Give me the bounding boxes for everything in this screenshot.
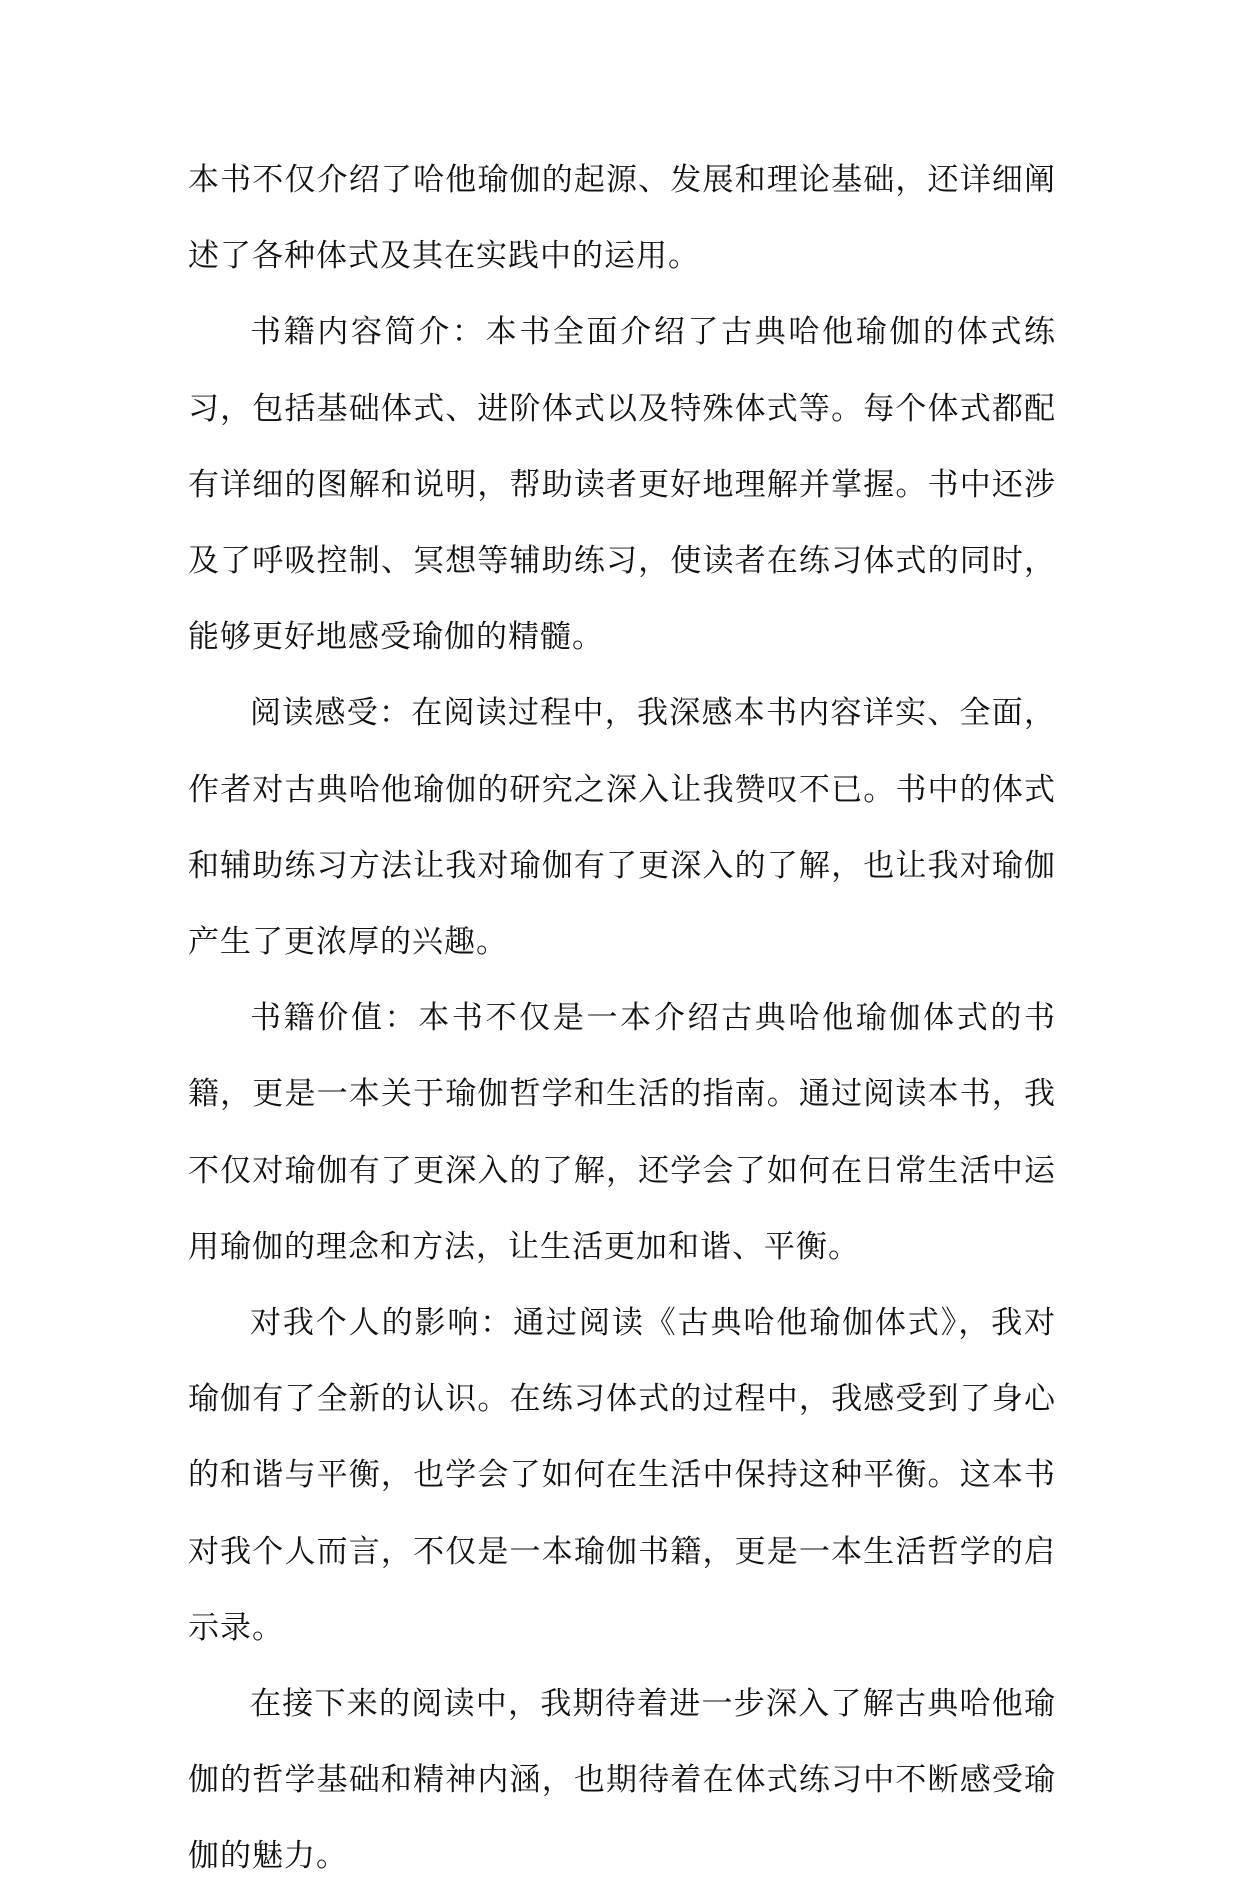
paragraph-continuation: 本书不仅介绍了哈他瑜伽的起源、发展和理论基础，还详细阐述了各种体式及其在实践中的运用。 [188, 162, 1056, 275]
paragraph-book-summary: 书籍内容简介：本书全面介绍了古典哈他瑜伽的体式练习，包括基础体式、进阶体式以及特殊体式等。每个体式都配有详细的图解和说明，帮助读者更好地理解并掌握。书中还涉及了呼吸控制、冥想等辅助练习，使读者在练习体式的同时，能够更好地感受瑜伽的精髓。 [188, 314, 1056, 656]
paragraph-reading-impression: 阅读感受：在阅读过程中，我深感本书内容详实、全面，作者对古典哈他瑜伽的研究之深入让我赞叹不已。书中的体式和辅助练习方法让我对瑜伽有了更深入的了解，也让我对瑜伽产生了更浓厚的兴趣。 [188, 695, 1056, 961]
document-body [188, 142, 1056, 1895]
paragraph-personal-impact: 对我个人的影响：通过阅读《古典哈他瑜伽体式》，我对瑜伽有了全新的认识。在练习体式的过程中，我感受到了身心的和谐与平衡，也学会了如何在生活中保持这种平衡。这本书对我个人而言，不仅是一本瑜伽书籍，更是一本生活哲学的启示录。 [188, 1305, 1056, 1646]
paragraph-book-value: 书籍价值：本书不仅是一本介绍古典哈他瑜伽体式的书籍，更是一本关于瑜伽哲学和生活的指南。通过阅读本书，我不仅对瑜伽有了更深入的了解，还学会了如何在日常生活中运用瑜伽的理念和方法，让生活更加和谐、平衡。 [188, 1000, 1056, 1265]
paragraph-future-reading: 在接下来的阅读中，我期待着进一步深入了解古典哈他瑜伽的哲学基础和精神内涵，也期待着在体式练习中不断感受瑜伽的魅力。 [188, 1686, 1056, 1875]
